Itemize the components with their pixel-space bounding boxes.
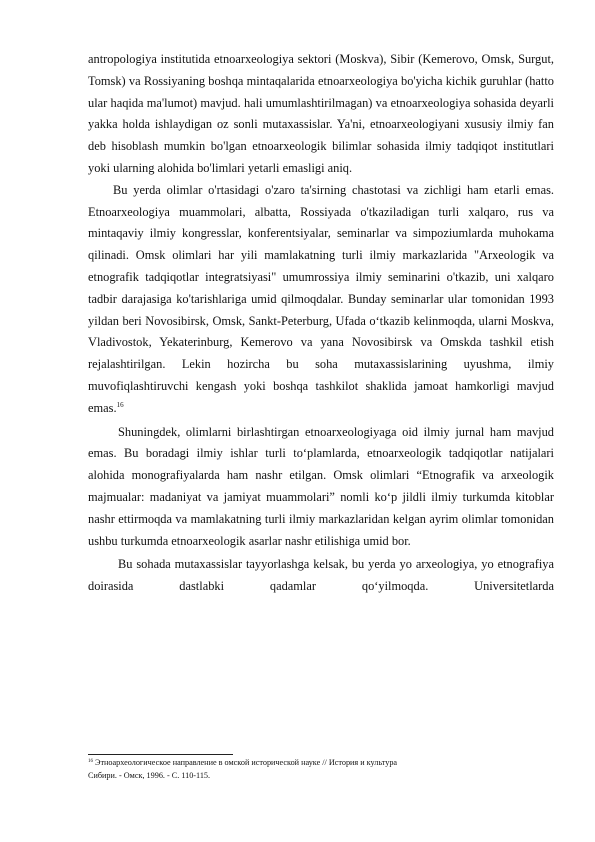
paragraph-4: Bu sohada mutaxassislar tayyorlashga kelsak, bu yerda yo arxeologiya, yo etnografiya doirasida dastlabki qadamlar qo‘yilmoqda. Universitetlarda bbox=[88, 557, 554, 594]
paragraph-3: Shuningdek, olimlarni birlashtirgan etnoarxeologiyaga oid ilmiy jurnal ham mavjud emas. Bu boradagi ilmiy ishlar turli to‘plamlarda, etnoarxeologik tadqiqotlar natijalari alohida monografiyalarda ham nashr etilgan. Omsk olimlari “Etnografik va arxeologik majmualar: madaniyat va jamiyat muammolari” nomli ko‘p jildli ilmiy turkumda kitoblar nashr ettirmoqda va mamlakatning turli ilmiy markazlaridan kelgan ayrim olimlar tomonidan ushbu turkumda etnoarxeologik asarlar nashr etilishiga umid bor. bbox=[88, 424, 554, 548]
footnote-reference: 16 bbox=[116, 400, 124, 409]
footnote bbox=[88, 757, 428, 782]
body-text bbox=[88, 49, 554, 598]
footnote-text: Этноархеологическое направление в омской исторической науке // История и культура Сибири. - Омск, 1996. - С. 110-115. bbox=[88, 758, 398, 780]
paragraph-2 bbox=[88, 180, 554, 420]
footnote-number: 16 bbox=[88, 759, 93, 764]
paragraph-1: antropologiya institutida etnoarxeologiya sektori (Moskva), Sibir (Kemerovo, Omsk, Surgut, Tomsk) va Rossiyaning boshqa mintaqalarida etnoarxeologiya bo'yicha kichik guruhlar (hatto ular haqida ma'lumot) mavjud. hali umumlashtirilmagan) va etnoarxeologiya sohasida deyarli yakka holda ishlaydigan oz sonli mutaxassislar. Ya'ni, etnoarxeologiyani xususiy ilmiy fan deb hisoblash mumkin bo'lgan etnoarxeologik bilimlar sohasida ilmiy tadqiqot institutlari yoki ularning alohida bo'limlari yetarli emasligi aniq. bbox=[88, 52, 554, 175]
paragraph-2-text: Bu yerda olimlar o'rtasidagi o'zaro ta'sirning chastotasi va zichligi ham etarli emas. Etnoarxeologiya muammolari, albatta, Rossiyada o'tkaziladigan turli xalqaro, rus va mintaqaviy ilmiy kongresslar, konferentsiyalar, seminarlar va simpoziumlarda muhokama qilinadi. Omsk olimlari har yili mamlakatning turli ilmiy markazlarida "Arxeologik va etnografik tadqiqotlar integratsiyasi" umumrossiya ilmiy seminarini o'tkazib, uni xalqaro tadbir darajasiga ko'tarishlariga umid qilmoqdalar. Bunday seminarlar ular tomonidan 1993 yildan beri Novosibirsk, Omsk, Sankt-Peterburg, Ufada o‘tkazib kelinmoqda, ularni Moskva, Vladivostok, Yekaterinburg, Kemerovo va yana Novosibirsk va Omskda tashkil etish rejalashtirilgan. Lekin hozircha bu soha mutaxassislarining uyushma, ilmiy muvofiqlashtiruvchi kengash yoki boshqa tashkilot shaklida jamoat hamkorligi mavjud emas. bbox=[88, 182, 554, 415]
footnote-separator bbox=[88, 754, 233, 755]
